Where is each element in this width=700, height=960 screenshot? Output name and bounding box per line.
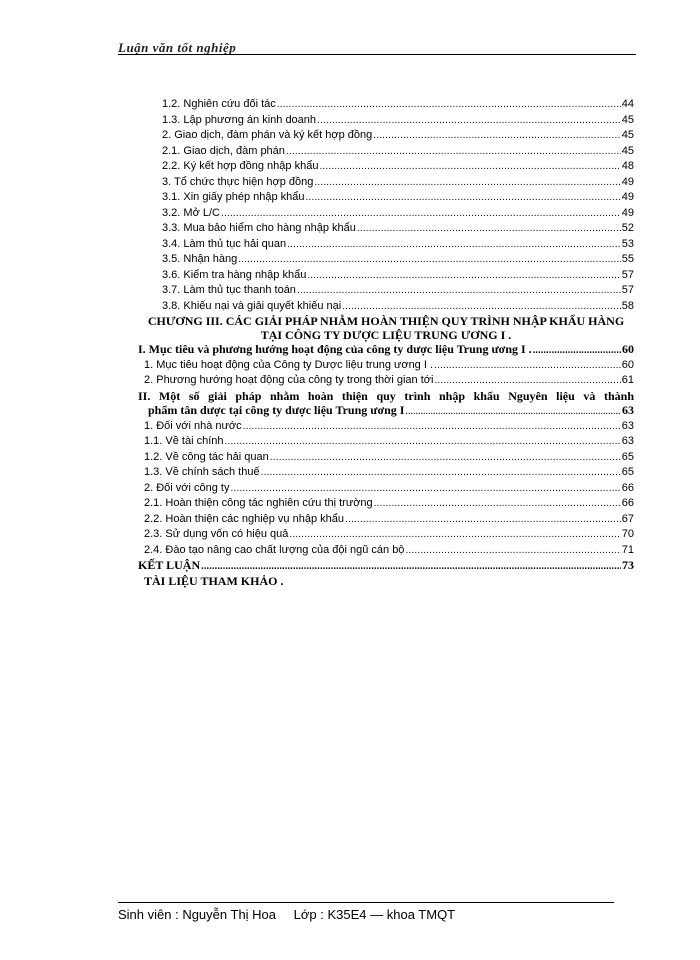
toc-entry-page: 49 [621, 206, 634, 219]
toc-entry-text: 3.1. Xin giấy phép nhập khẩu [162, 191, 305, 203]
toc-entry[interactable] [138, 283, 634, 299]
toc-entry[interactable] [138, 97, 634, 113]
toc-entry-page: 49 [621, 175, 634, 188]
leader-dots [289, 527, 620, 543]
leader-dots [286, 144, 621, 160]
leader-dots [297, 283, 621, 299]
page-header-title: Luận văn tốt nghiệp [118, 40, 237, 55]
leader-dots [243, 419, 621, 435]
leader-dots [405, 405, 621, 419]
leader-dots [261, 465, 621, 481]
leader-dots [221, 206, 621, 222]
leader-dots [357, 221, 621, 237]
toc-entry[interactable] [138, 221, 634, 237]
toc-entry-text: 1. Mục tiêu hoạt động của Công ty Dược liệu trung ương I . [144, 358, 434, 371]
toc-entry[interactable] [138, 175, 634, 191]
toc-entry-text: 2.4. Đào tạo nâng cao chất lượng của đội ngũ cán bộ [144, 543, 405, 556]
footer-divider [118, 902, 614, 903]
toc-entry[interactable] [138, 128, 634, 144]
leader-dots [319, 159, 620, 175]
toc-entry[interactable] [138, 419, 634, 435]
toc-entry-text: 3.2. Mở L/C [162, 206, 220, 219]
toc-entry-page: 44 [621, 98, 634, 110]
toc-entry-text: 2. Giao dịch, đàm phán và ký kết hợp đồng [162, 129, 373, 141]
leader-dots [434, 373, 620, 389]
leader-dots [230, 481, 620, 497]
toc-entry-page: 60 [621, 358, 634, 371]
toc-entry-page: 49 [621, 191, 634, 203]
toc-entry-page: 45 [621, 144, 634, 157]
toc-entry-text: 3.3. Mua bảo hiểm cho hàng nhập khẩu [162, 222, 356, 234]
toc-entry[interactable] [138, 190, 634, 206]
toc-entry[interactable] [138, 159, 634, 175]
toc-entry[interactable] [138, 358, 634, 374]
toc-group-section-II [138, 419, 634, 559]
toc-entry-page: 61 [621, 374, 634, 386]
leader-dots [434, 358, 621, 374]
toc-entry-text: KẾT LUẬN [138, 558, 201, 572]
toc-entry-text: 2.1. Giao dịch, đàm phán [162, 144, 285, 157]
toc-entry[interactable] [138, 373, 634, 389]
toc-entry-text: 1.1. Về tài chính [144, 435, 224, 447]
toc-entry-page: 55 [621, 253, 634, 265]
header-divider [118, 54, 636, 55]
toc-references[interactable]: TÀI LIỆU THAM KHẢO . [144, 573, 284, 588]
toc-entry-text: 2.2. Ký kết hợp đồng nhập khẩu [162, 160, 319, 172]
toc-entry-page: 73 [622, 558, 634, 572]
chapter-3-heading: CHƯƠNG III. CÁC GIẢI PHÁP NHẰM HOÀN THIỆN QUY TRÌNH NHẬP KHẨU HÀNG TẠI CÔNG TY DƯỢC LIỆU TRUNG ƯƠNG I . [147, 314, 625, 342]
table-of-contents [138, 97, 634, 589]
toc-entry-text: 2.2. Hoàn thiện các nghiệp vụ nhập khẩu [144, 512, 344, 525]
toc-entry-page: 65 [621, 450, 634, 463]
toc-entry-page: 66 [621, 497, 634, 509]
toc-group-chapter-2 [138, 97, 634, 314]
toc-entry-page: 63 [621, 435, 634, 447]
toc-entry-page: 45 [621, 129, 634, 141]
toc-group-section-I [138, 358, 634, 389]
page-footer [118, 907, 469, 922]
leader-dots [533, 343, 621, 358]
toc-entry-page: 67 [621, 512, 634, 525]
leader-dots [307, 268, 620, 284]
toc-entry[interactable] [138, 543, 634, 559]
leader-dots [342, 299, 621, 315]
toc-entry-text: 2.3. Sử dụng vốn có hiệu quả [144, 528, 289, 540]
toc-entry[interactable] [138, 252, 634, 268]
leader-dots [277, 97, 621, 113]
leader-dots [314, 175, 620, 191]
toc-entry[interactable] [138, 512, 634, 528]
toc-entry-text: 3.8. Khiếu nại và giải quyết khiếu nại [162, 299, 342, 312]
toc-entry-page: 60 [622, 342, 634, 356]
toc-entry-text: 3. Tổ chức thực hiện hợp đồng [162, 175, 314, 188]
toc-entry-page: 48 [621, 160, 634, 172]
toc-entry[interactable] [138, 268, 634, 284]
toc-entry-text: 1.3. Về chính sách thuế [144, 466, 260, 478]
toc-entry[interactable] [138, 144, 634, 160]
leader-dots [405, 543, 620, 559]
toc-entry-text: 2.1. Hoàn thiện công tác nghiên cứu thị trường [144, 497, 373, 509]
footer-student: Sinh viên : Nguyễn Thị Hoa [118, 907, 277, 922]
leader-dots [225, 434, 621, 450]
leader-dots [238, 252, 621, 268]
toc-entry[interactable] [138, 481, 634, 497]
toc-entry-page: 52 [621, 222, 634, 234]
toc-entry[interactable] [138, 496, 634, 512]
toc-entry-text: 2. Đối với công ty [144, 481, 230, 494]
toc-entry[interactable] [138, 113, 634, 129]
leader-dots [201, 559, 621, 574]
toc-entry-text-line1: II. Một số giải pháp nhằm hoàn thiện quy trình nhập khẩu Nguyên liệu và thành [138, 388, 634, 403]
toc-entry[interactable] [138, 206, 634, 222]
toc-entry-text: 3.6. Kiểm tra hàng nhập khẩu [162, 268, 307, 281]
footer-class: Lớp : K35E4 — khoa TMQT [293, 907, 456, 922]
toc-entry-page: 65 [621, 466, 634, 478]
toc-entry-text: 1.2. Về công tác hải quan [144, 450, 269, 463]
toc-entry[interactable] [138, 527, 634, 543]
toc-entry-text: I. Mục tiêu và phương hướng hoạt động của công ty dược liệu Trung ương I . [138, 342, 532, 356]
toc-entry-page: 63 [621, 419, 634, 432]
toc-entry-page: 58 [621, 299, 634, 312]
toc-conclusion[interactable] [138, 558, 634, 574]
toc-entry-text: 2. Phương hướng hoạt động của công ty trong thời gian tới [144, 374, 434, 386]
toc-entry-page: 57 [621, 284, 634, 296]
leader-dots [374, 496, 621, 512]
toc-entry-text-line2: phẩm tân dược tại công ty dược liệu Trung ương I [148, 402, 405, 417]
toc-entry-page: 66 [621, 481, 634, 494]
leader-dots [287, 237, 621, 253]
leader-dots [345, 512, 621, 528]
toc-entry-page: 57 [621, 268, 634, 281]
toc-entry-page: 45 [621, 113, 634, 126]
toc-entry-text: 1. Đối với nhà nước [144, 419, 242, 432]
leader-dots [306, 190, 621, 206]
toc-entry-text: 3.4. Làm thủ tục hải quan [162, 237, 287, 250]
toc-entry-text: 1.2. Nghiên cứu đối tác [162, 98, 276, 110]
toc-section-I[interactable] [138, 342, 634, 358]
toc-entry[interactable] [138, 465, 634, 481]
toc-entry-page: 71 [621, 543, 634, 556]
toc-entry-page: 70 [621, 528, 634, 540]
toc-entry-page: 53 [621, 237, 634, 250]
toc-entry-text: 3.5. Nhận hàng [162, 253, 238, 265]
toc-entry[interactable] [138, 299, 634, 315]
toc-entry[interactable] [138, 450, 634, 466]
toc-section-II[interactable] [138, 389, 634, 419]
toc-entry[interactable] [138, 434, 634, 450]
leader-dots [270, 450, 621, 466]
toc-entry-text: 3.7. Làm thủ tục thanh toán [162, 284, 296, 296]
toc-entry-text: 1.3. Lập phương án kinh doanh [162, 113, 317, 126]
toc-entry-page: 63 [622, 402, 634, 417]
leader-dots [373, 128, 621, 144]
toc-entry[interactable] [138, 237, 634, 253]
leader-dots [317, 113, 621, 129]
